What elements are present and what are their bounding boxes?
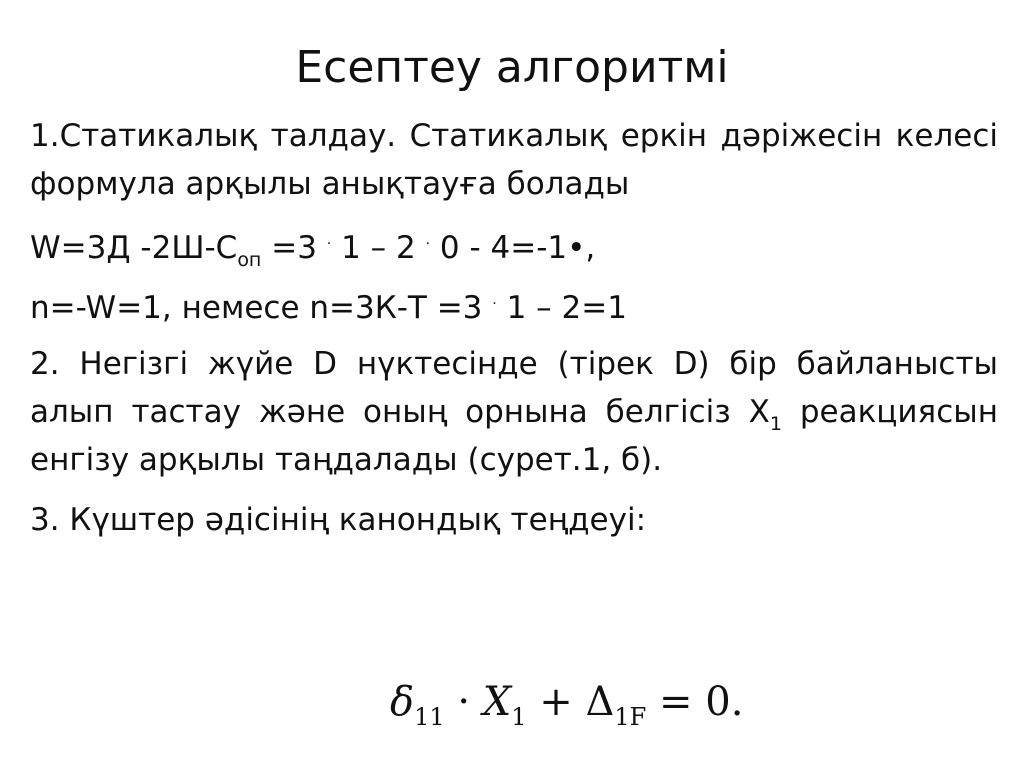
formula-n-part-a: n=-W=1, немесе n=3К-Т =3	[30, 290, 493, 326]
formula-w-subscript: оп	[237, 249, 262, 271]
equation-capital-delta: Δ	[585, 679, 615, 725]
equation-x: X	[482, 679, 512, 725]
equation-delta-subscript: 11	[414, 703, 445, 731]
equation-rhs: = 0.	[646, 679, 744, 725]
slide-title: Есептеу алгоритмі	[295, 42, 729, 93]
formula-w-dot-2: ·	[425, 236, 431, 252]
formula-w-part-c: 1 – 2	[331, 230, 426, 266]
formula-n-part-b: 1 – 2=1	[496, 290, 627, 326]
equation-capital-delta-subscript	[614, 703, 646, 731]
formula-w-dot-1: ·	[326, 236, 332, 252]
formula-w-part-d: 0 - 4=-1•,	[430, 230, 596, 266]
paragraph-basic-system-subscript: 1	[769, 413, 782, 435]
paragraph-basic-system-part-b: реакциясын енгізу арқылы таңдалады (сурет.1, б).	[30, 394, 998, 478]
formula-w	[30, 220, 998, 272]
canonical-equation	[390, 672, 743, 732]
equation-multiply: ·	[444, 679, 483, 725]
slide-content	[30, 112, 998, 556]
paragraph-canonical-equation: 3. Күштер әдісінің канондық теңдеуі:	[30, 502, 647, 538]
paragraph-basic-system-part-a: 2. Негізгі жүйе D нүктесінде (тірек D) бір байланысты алып тастау және оның орнына белгісіз X	[30, 346, 998, 430]
paragraph-basic-system	[30, 340, 998, 484]
formula-n	[30, 280, 998, 332]
formula-w-part-a: W=3Д -2Ш-С	[30, 230, 238, 266]
equation-capital-delta-subscript-text: 1F	[614, 703, 647, 731]
paragraph-static-analysis: 1.Статикалық талдау. Статикалық еркін дәріжесін келесі формула арқылы анықтауға болады	[30, 118, 998, 202]
equation-delta: δ	[390, 679, 415, 725]
equation-plus: +	[526, 679, 586, 725]
equation-x-subscript: 1	[511, 703, 527, 731]
formula-n-dot: ·	[492, 296, 497, 312]
formula-w-part-b: =3	[261, 230, 327, 266]
